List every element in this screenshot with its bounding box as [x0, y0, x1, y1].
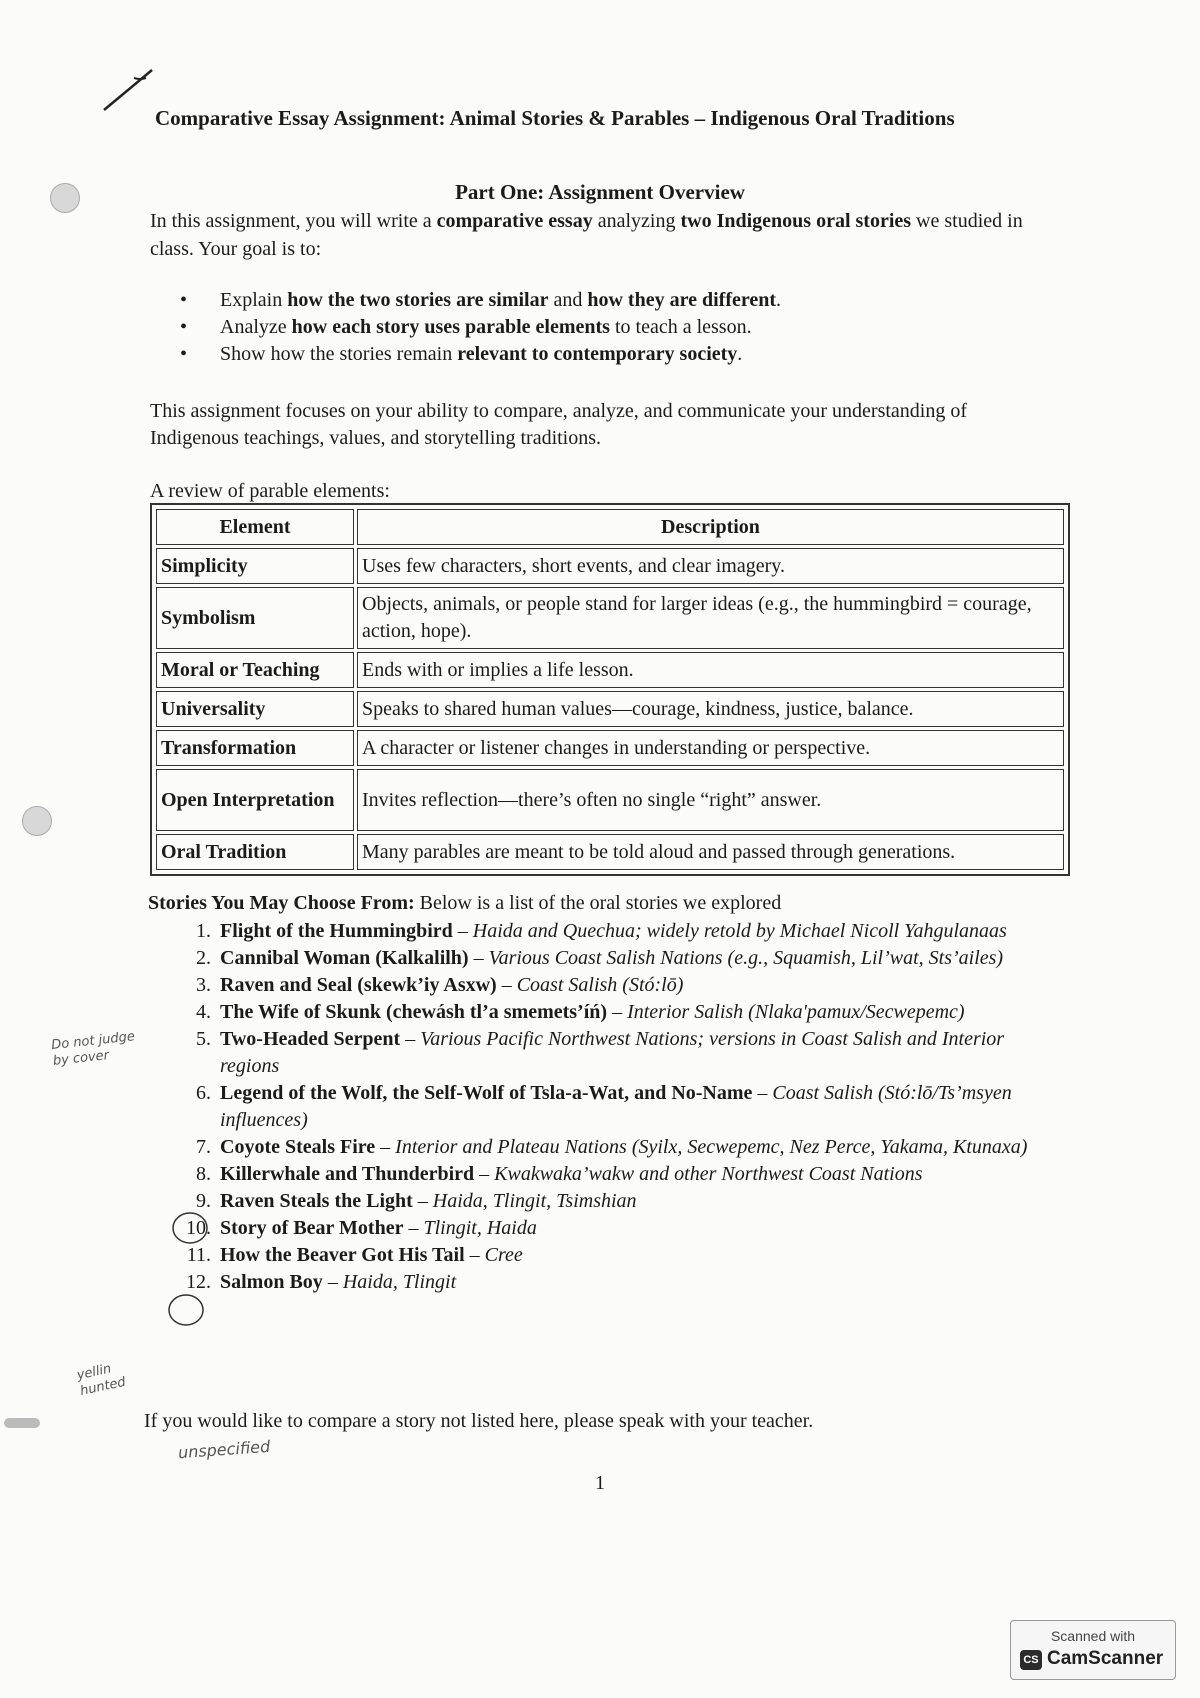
story-origin: Interior and Plateau Nations (Syilx, Secwepemc, Nez Perce, Yakama, Ktunaxa) — [395, 1136, 1028, 1158]
story-number: 12. — [186, 1271, 211, 1293]
story-title: Story of Bear Mother — [220, 1217, 404, 1239]
handwritten-circle-7 — [170, 1210, 210, 1246]
description-cell: Uses few characters, short events, and clear imagery. — [357, 548, 1064, 584]
story-dash: – — [400, 1028, 421, 1050]
story-dash: – — [403, 1217, 424, 1239]
element-cell: Oral Tradition — [156, 834, 354, 870]
goal-item: • Analyze how each story uses parable elements to teach a lesson. — [180, 314, 781, 341]
description-cell: Many parables are meant to be told aloud and passed through generations. — [357, 834, 1064, 870]
page-title: Comparative Essay Assignment: Animal Stories & Parables – Indigenous Oral Traditions — [155, 106, 955, 130]
story-text — [220, 1161, 1055, 1188]
element-cell: Open Interpretation — [156, 769, 354, 831]
punch-hole-bottom — [4, 1418, 40, 1428]
story-title: Two-Headed Serpent — [220, 1028, 401, 1050]
story-text — [220, 972, 1055, 999]
goal-item: • Show how the stories remain relevant to contemporary society. — [180, 341, 781, 368]
story-dash: – — [496, 974, 517, 996]
story-text — [220, 999, 1055, 1026]
story-dash: – — [375, 1136, 396, 1158]
story-text — [220, 1026, 1055, 1080]
table-row — [156, 730, 1064, 766]
story-item — [175, 1215, 1055, 1242]
goal-item: • Explain how the two stories are similar and how they are different. — [180, 287, 781, 314]
scanner-watermark — [1010, 1620, 1176, 1680]
story-number: 4. — [196, 1001, 211, 1023]
story-number: 2. — [196, 947, 211, 969]
story-number: 9. — [196, 1190, 211, 1212]
story-origin: Various Pacific Northwest Nations; versions in Coast Salish and Interior regions — [220, 1028, 1005, 1077]
story-text — [220, 1269, 1055, 1296]
story-number: 3. — [196, 974, 211, 996]
story-title: Raven Steals the Light — [220, 1190, 413, 1212]
story-text — [220, 1242, 1055, 1269]
story-item — [175, 999, 1055, 1026]
punch-hole-middle — [22, 806, 52, 836]
story-dash: – — [474, 1163, 495, 1185]
story-number: 10. — [186, 1217, 211, 1239]
story-origin: Tlingit, Haida — [423, 1217, 537, 1239]
story-item — [175, 1161, 1055, 1188]
story-origin: Interior Salish (Nlaka'pamux/Secwepemc) — [627, 1001, 965, 1023]
story-item — [175, 1269, 1055, 1296]
story-item — [175, 1026, 1055, 1080]
description-cell: A character or listener changes in understanding or perspective. — [357, 730, 1064, 766]
stories-intro: Stories You May Choose From: Below is a list of the oral stories we explored — [148, 892, 782, 914]
handwritten-circle-9 — [166, 1292, 206, 1328]
story-number: 6. — [196, 1082, 211, 1104]
table-row — [156, 691, 1064, 727]
story-origin: Haida, Tlingit — [342, 1271, 457, 1293]
pen-checkmark — [100, 66, 160, 116]
handwritten-bottom-note: unspecified — [177, 1436, 271, 1463]
element-cell: Transformation — [156, 730, 354, 766]
story-origin: Kwakwaka’wakw and other Northwest Coast Nations — [494, 1163, 923, 1185]
story-title: How the Beaver Got His Tail — [220, 1244, 465, 1266]
story-title: Legend of the Wolf, the Self-Wolf of Tsla-a-Wat, and No-Name — [220, 1082, 753, 1104]
story-item — [175, 1134, 1055, 1161]
table-row — [156, 769, 1064, 831]
story-dash: – — [412, 1190, 433, 1212]
scanner-brand: CamScanner — [1047, 1648, 1164, 1669]
story-text — [220, 1080, 1055, 1134]
element-cell: Simplicity — [156, 548, 354, 584]
element-cell: Moral or Teaching — [156, 652, 354, 688]
story-text — [220, 1188, 1055, 1215]
table-row — [156, 652, 1064, 688]
story-title: Coyote Steals Fire — [220, 1136, 376, 1158]
closing-note: If you would like to compare a story not listed here, please speak with your teacher. — [144, 1410, 814, 1432]
element-cell: Universality — [156, 691, 354, 727]
story-number: 7. — [196, 1136, 211, 1158]
element-cell: Symbolism — [156, 587, 354, 649]
story-origin: Coast Salish (Stó:lō/Ts’msyen influences) — [220, 1082, 1012, 1131]
stories-list — [175, 918, 1055, 1296]
handwritten-side-note: yellin hunted — [75, 1361, 128, 1399]
story-item — [175, 972, 1055, 999]
story-dash: – — [464, 1244, 485, 1266]
story-dash: – — [752, 1082, 773, 1104]
story-text — [220, 918, 1055, 945]
story-title: Raven and Seal (skewk’iy Asxw) — [220, 974, 497, 996]
story-origin: Haida, Tlingit, Tsimshian — [432, 1190, 637, 1212]
table-row — [156, 834, 1064, 870]
table-header-description: Description — [357, 509, 1064, 545]
intro-paragraph: In this assignment, you will write a comparative essay analyzing two Indigenous oral stories we studied in class. Your goal is to: — [150, 210, 1023, 260]
parable-elements-table — [150, 503, 1070, 876]
story-origin: Coast Salish (Stó:lō) — [516, 974, 684, 996]
section-heading: Part One: Assignment Overview — [455, 180, 745, 204]
table-row — [156, 587, 1064, 649]
story-title: Cannibal Woman (Kalkalilh) — [220, 947, 469, 969]
story-item — [175, 1242, 1055, 1269]
story-title: Salmon Boy — [220, 1271, 323, 1293]
description-cell: Objects, animals, or people stand for larger ideas (e.g., the hummingbird = courage, action, hope). — [357, 587, 1064, 649]
story-item — [175, 1188, 1055, 1215]
table-row — [156, 548, 1064, 584]
story-dash: – — [452, 920, 473, 942]
story-item — [175, 918, 1055, 945]
story-text — [220, 1134, 1055, 1161]
handwritten-margin-note: Do not judge by cover — [50, 1029, 136, 1069]
description-cell: Ends with or implies a life lesson. — [357, 652, 1064, 688]
story-number: 1. — [196, 920, 211, 942]
goals-list — [180, 287, 781, 368]
page-number: 1 — [595, 1472, 605, 1494]
story-dash: – — [322, 1271, 343, 1293]
story-text — [220, 945, 1055, 972]
story-dash: – — [607, 1001, 628, 1023]
story-title: Flight of the Hummingbird — [220, 920, 453, 942]
story-origin: Various Coast Salish Nations (e.g., Squamish, Lil’wat, Sts’ailes) — [488, 947, 1004, 969]
table-caption: A review of parable elements: — [150, 480, 390, 502]
story-title: Killerwhale and Thunderbird — [220, 1163, 475, 1185]
description-cell: Invites reflection—there’s often no single “right” answer. — [357, 769, 1064, 831]
story-origin: Cree — [484, 1244, 523, 1266]
scanner-label: Scanned with — [1050, 1628, 1136, 1644]
story-origin: Haida and Quechua; widely retold by Michael Nicoll Yahgulanaas — [472, 920, 1007, 942]
table-header-element: Element — [156, 509, 354, 545]
story-item — [175, 945, 1055, 972]
focus-paragraph: This assignment focuses on your ability to compare, analyze, and communicate your understanding of Indigenous teachings, values, and storytelling traditions. — [150, 400, 968, 449]
description-cell: Speaks to shared human values—courage, kindness, justice, balance. — [357, 691, 1064, 727]
story-number: 8. — [196, 1163, 211, 1185]
story-number: 5. — [196, 1028, 211, 1050]
story-title: The Wife of Skunk (chewásh tl’a smemets’íń) — [220, 1001, 608, 1023]
story-number: 11. — [186, 1244, 211, 1266]
story-item — [175, 1080, 1055, 1134]
story-text — [220, 1215, 1055, 1242]
camscanner-logo-icon: CS — [1020, 1650, 1042, 1670]
story-dash: – — [468, 947, 489, 969]
